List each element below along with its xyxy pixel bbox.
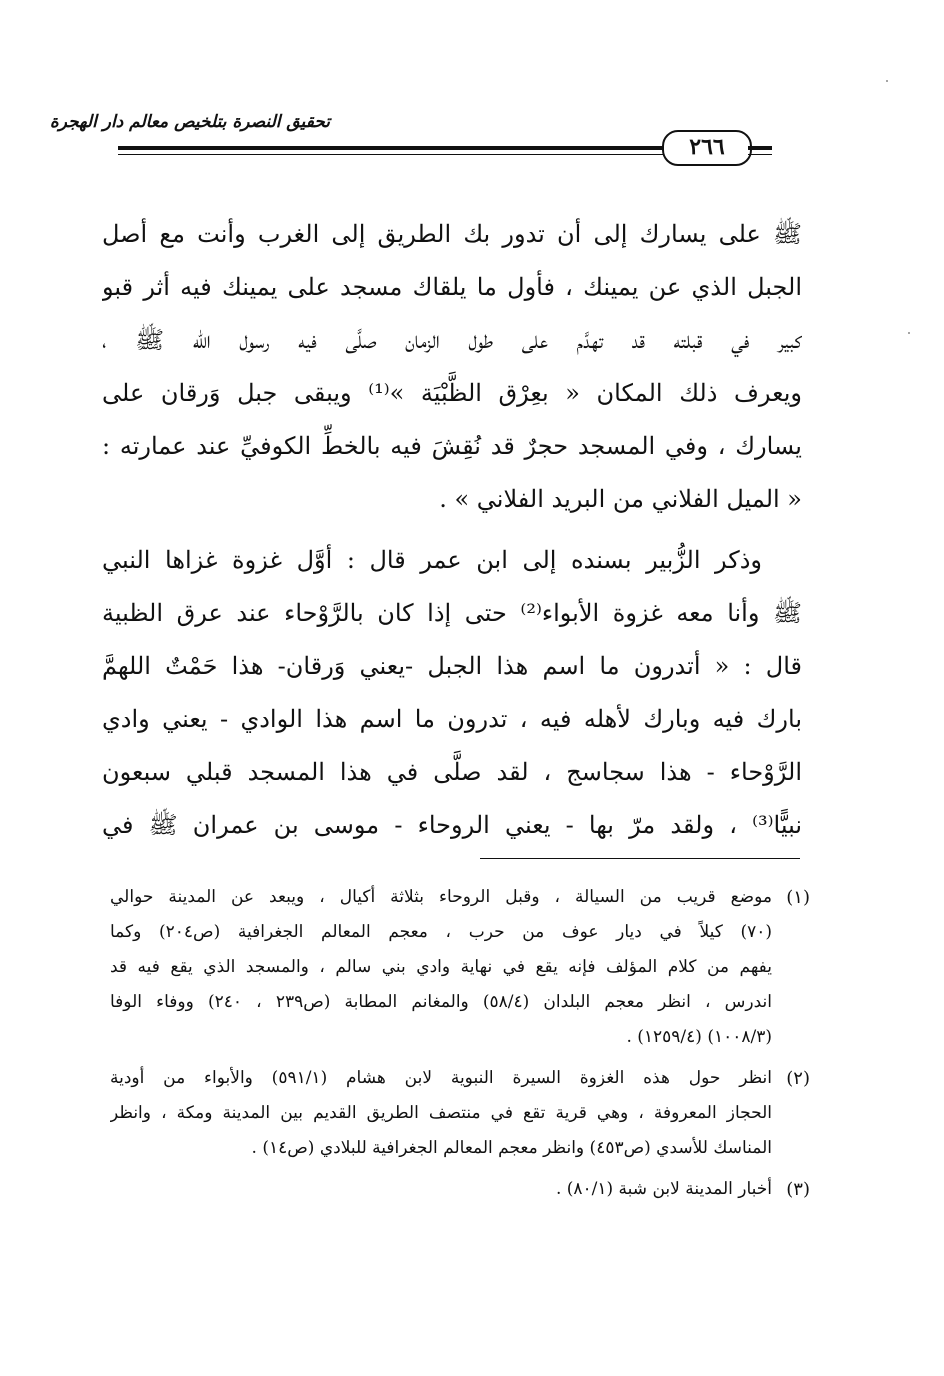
scan-speck (908, 332, 910, 334)
footnote-line: المناسك للأسدي (ص٤٥٣) وانظر معجم المعالم الجغرافية للبلادي (ص١٤) . (251, 1138, 772, 1158)
body-line: ﷺ على يسارك إلى أن تدور بك الطريق إلى الغرب وأنت مع أصل (102, 220, 802, 248)
body-line: الرَّوْحاء - هذا سجاسج ، لقد صلَّى في هذا المسجد قبلي سبعون (102, 758, 802, 786)
body-line: بارك فيه وبارك لأهله فيه ، تدرون ما اسم هذا الوادي - يعني وادي (102, 705, 802, 733)
header-rule-thick (118, 146, 666, 150)
footnote-line: انظر حول هذه الغزوة السيرة النبوية لابن هشام (٥٩١/١) والأبواء من أودية (110, 1068, 772, 1088)
running-header-title: تحقيق النصرة بتلخيص معالم دار الهجرة (49, 112, 330, 132)
page-number-rule-thick (748, 146, 772, 150)
footnote-separator (480, 858, 800, 859)
body-line: ﷺ وأنا معه غزوة الأبواء⁽²⁾ حتى إذا كان بالرَّوْحاء عند عرق الظبية (102, 599, 802, 627)
footnote-line: يفهم من كلام المؤلف فإنه يقع في نهاية وادي بني سالم ، والمسجد الذي يقع فيه قد (110, 957, 772, 977)
main-text (102, 208, 802, 852)
header-rule-thin (118, 154, 666, 155)
page-number: ٢٦٦ (662, 130, 752, 166)
page-number-rule-thin (748, 154, 772, 155)
footnote-line: أخبار المدينة لابن شبة (٨٠/١) . (555, 1179, 772, 1199)
footnote-line: (١٠٠٨/٣) (١٢٥٩/٤) . (626, 1027, 772, 1047)
footnote-2 (110, 1061, 810, 1166)
body-line: الجبل الذي عن يمينك ، فأول ما يلقاك مسجد على يمينك فيه أثر قبو (102, 273, 802, 301)
footnote-3 (110, 1172, 810, 1207)
footnote-line: اندرس ، انظر معجم البلدان (٥٨/٤) والمغانم المطابة (ص٢٣٩ ، ٢٤٠) ووفاء الوفا (110, 992, 772, 1012)
body-line: ويعرف ذلك المكان « بعِرْق الظَّبْيَة »⁽¹⁾ ويبقى جبل وَرقان على (102, 379, 802, 407)
footnote-number: (١) (786, 887, 810, 908)
body-line: يسارك ، وفي المسجد حجرٌ قد نُقِشَ فيه بالخطِّ الكوفيِّ عند عمارته : (102, 432, 802, 460)
footnote-line: موضع قريب من السيالة ، وقبل الروحاء بثلاثة أكيال ، ويبعد عن المدينة حوالي (110, 887, 772, 907)
body-line: « الميل الفلاني من البريد الفلاني » . (439, 485, 802, 513)
body-line: نبيًّا⁽³⁾ ، ولقد مرّ بها - يعني الروحاء - موسى بن عمران ﷺ في (102, 811, 802, 839)
footnote-line: الحجاز المعروفة ، وهي قرية تقع في منتصف الطريق القديم بين المدينة ومكة ، وانظر (110, 1103, 772, 1123)
footnote-number: (٢) (786, 1068, 810, 1089)
footnote-number: (٣) (786, 1179, 810, 1200)
footnote-line: (٧٠) كيلاً في ديار عوف من حرب ، معجم المعالم الجغرافية (ص٢٠٤) وكما (110, 922, 772, 942)
scan-speck (886, 80, 888, 82)
body-line: قال : « أتدرون ما اسم هذا الجبل -يعني وَرقان- هذا حَمْتٌ اللهمَّ (102, 652, 802, 680)
footnotes (110, 880, 810, 1213)
body-line: كبير في قبلته قد تهدَّم على طول الزمان صلَّى فيه رسول الله ﷺ ، (102, 326, 802, 354)
paragraph-gap (102, 526, 802, 534)
body-line: وذكر الزُّبير بسنده إلى ابن عمر قال : أوَّل غزوة غزاها النبي (102, 546, 762, 574)
footnote-1 (110, 880, 810, 1055)
